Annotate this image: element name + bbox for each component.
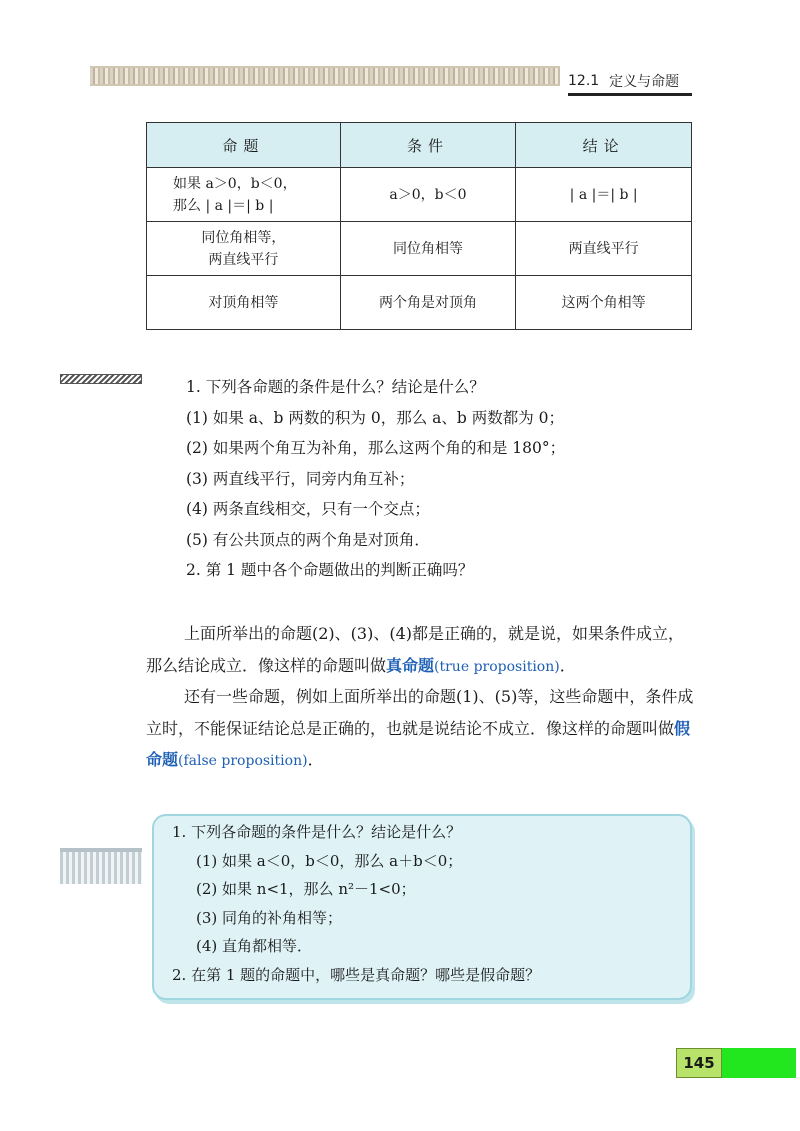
table-row <box>147 222 692 276</box>
header-decorative-band <box>90 66 560 86</box>
english-false-proposition: (false proposition) <box>178 753 308 769</box>
exercise-section-icon <box>60 848 142 884</box>
cell-condition: 同位角相等 <box>340 222 516 276</box>
page-number: 145 <box>676 1048 722 1078</box>
question-item: (4) 两条直线相交，只有一个交点； <box>186 500 430 518</box>
cell-conclusion: | a |＝| b | <box>516 168 692 222</box>
header-proposition: 命题 <box>147 123 341 168</box>
question-1: 1. 下列各命题的条件是什么？结论是什么？ <box>186 378 485 396</box>
cell-proposition: 如果 a＞0，b＜0， 那么 | a |＝| b | <box>147 168 341 222</box>
question-item: (5) 有公共顶点的两个角是对顶角． <box>186 530 430 549</box>
false-proposition-paragraph: 还有一些命题，例如上面所举出的命题(1)、(5)等，这些命题中，条件成立时，不能保证结论总是正确的，也就是说结论不成立．像这样的命题叫做假命题(false proposition)． <box>146 687 694 769</box>
exercise-item: (1) 如果 a＜0，b＜0，那么 a＋b＜0； <box>196 851 463 870</box>
page-number-bar <box>722 1048 796 1078</box>
cell-proposition: 同位角相等， 两直线平行 <box>147 222 341 276</box>
cell-conclusion: 两直线平行 <box>516 222 692 276</box>
true-proposition-paragraph: 上面所举出的命题(2)、(3)、(4)都是正确的，就是说，如果条件成立，那么结论成立．像这样的命题叫做真命题(true proposition)． <box>146 624 684 675</box>
header-condition: 条件 <box>340 123 516 168</box>
cell-condition: 两个角是对顶角 <box>340 276 516 330</box>
cell-conclusion: 这两个角相等 <box>516 276 692 330</box>
exercise-question-1: 1. 下列各命题的条件是什么？结论是什么？ <box>172 823 462 841</box>
cell-condition: a＞0，b＜0 <box>340 168 516 222</box>
header-conclusion: 结论 <box>516 123 692 168</box>
question-2: 2. 第 1 题中各个命题做出的判断正确吗？ <box>186 561 474 579</box>
cell-proposition: 对顶角相等 <box>147 276 341 330</box>
question-item: (3) 两直线平行，同旁内角互补； <box>186 469 415 488</box>
exercise-item: (3) 同角的补角相等； <box>196 908 343 927</box>
section-number: 12.1 <box>568 73 600 89</box>
exercise-item: (2) 如果 n<1，那么 n²－1<0； <box>196 880 416 898</box>
proposition-table <box>146 122 692 330</box>
header-underline <box>568 93 692 96</box>
exercise-questions <box>172 818 682 989</box>
term-false-proposition: 假命题 <box>146 718 691 769</box>
term-true-proposition: 真命题 <box>386 655 435 675</box>
think-questions <box>186 372 706 586</box>
table-header-row <box>147 123 692 168</box>
question-item: (1) 如果 a、b 两数的积为 0，那么 a、b 两数都为 0； <box>186 408 564 427</box>
english-true-proposition: (true proposition) <box>434 658 560 675</box>
think-section-icon <box>60 374 142 384</box>
exercise-question-2: 2. 在第 1 题的命题中，哪些是真命题？哪些是假命题？ <box>172 965 541 984</box>
table-row <box>147 168 692 222</box>
exercise-item: (4) 直角都相等． <box>196 937 313 955</box>
table-row <box>147 276 692 330</box>
section-heading <box>568 70 692 92</box>
question-item: (2) 如果两个角互为补角，那么这两个角的和是 180°； <box>186 439 566 457</box>
section-title: 定义与命题 <box>609 74 680 90</box>
